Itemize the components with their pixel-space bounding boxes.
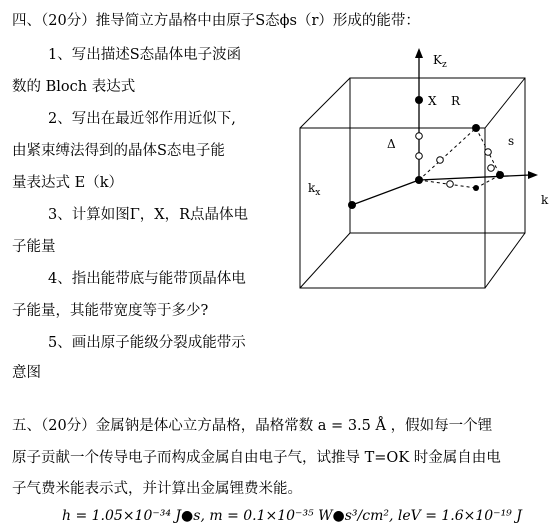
k-axis — [419, 175, 530, 180]
q4-line-5: 量表达式 E（k） — [12, 175, 123, 191]
q4-line-7: 子能量 — [12, 239, 56, 255]
hollow-point — [437, 157, 444, 164]
gamma-r-path — [419, 128, 476, 180]
q4-line-3: 2、写出在最近邻作用近似下, — [48, 111, 236, 127]
hollow-point — [485, 149, 492, 156]
label-k: k — [541, 193, 549, 207]
question-4-title: 四、（20分）推导简立方晶格中由原子S态ϕs（r）形成的能带： — [12, 13, 420, 29]
cube-edge — [485, 233, 525, 288]
hollow-point — [416, 153, 423, 160]
cube-edge — [300, 233, 350, 288]
q4-line-11: 意图 — [12, 365, 41, 381]
cube-front-face — [300, 128, 485, 288]
point-s — [473, 185, 479, 191]
question-5-line-1: 五、（20分）金属钠是体心立方晶格，晶格常数 a = 3.5 Å ，假如每一个锂 — [12, 418, 493, 434]
label-s: s — [508, 134, 515, 148]
hollow-point — [488, 165, 495, 172]
question-5-line-2: 原子贡献一个传导电子而构成金属自由电子气，试推导 T=OK 时金属自由电 — [12, 450, 501, 466]
point-gamma — [415, 176, 423, 184]
q4-line-2: 数的 Bloch 表达式 — [12, 79, 136, 95]
q4-line-8: 4、指出能带底与能带顶晶体电 — [48, 271, 246, 287]
q4-line-4: 由紧束缚法得到的晶体S态电子能 — [12, 143, 225, 159]
hollow-point — [416, 133, 423, 140]
q4-line-9: 子能量，其能带宽度等于多少? — [12, 303, 209, 319]
label-delta: Δ — [387, 137, 396, 151]
kz-arrowhead — [415, 48, 423, 58]
label-kz: $K_z$ — [433, 53, 447, 70]
point-k-edge — [496, 171, 504, 179]
physical-constants: h = 1.05×10⁻³⁴ J●s, m = 0.1×10⁻³⁵ W●s³/cm², leV = 1.6×10⁻¹⁹ J — [62, 508, 522, 524]
question-5-line-3: 子气费米能表示式，并计算出金属锂费米能。 — [12, 481, 302, 497]
point-x — [415, 96, 423, 104]
brillouin-zone-figure — [290, 40, 555, 305]
cube-edge — [300, 78, 350, 128]
hollow-point — [447, 181, 454, 188]
q4-line-6: 3、计算如图Γ，X，R点晶体电 — [48, 207, 249, 223]
label-r: R — [451, 94, 461, 108]
label-x: X — [428, 94, 437, 108]
k-arrowhead — [528, 171, 538, 179]
label-kx: $k_x$ — [308, 181, 321, 198]
point-r — [472, 124, 480, 132]
point-kx-edge — [348, 201, 356, 209]
cube-back-face — [350, 78, 525, 233]
q4-line-1: 1、写出描述S态晶体电子波函 — [48, 47, 242, 63]
kx-axis — [352, 180, 419, 205]
q4-line-10: 5、画出原子能级分裂成能带示 — [48, 335, 246, 351]
cube-edge — [485, 78, 525, 128]
